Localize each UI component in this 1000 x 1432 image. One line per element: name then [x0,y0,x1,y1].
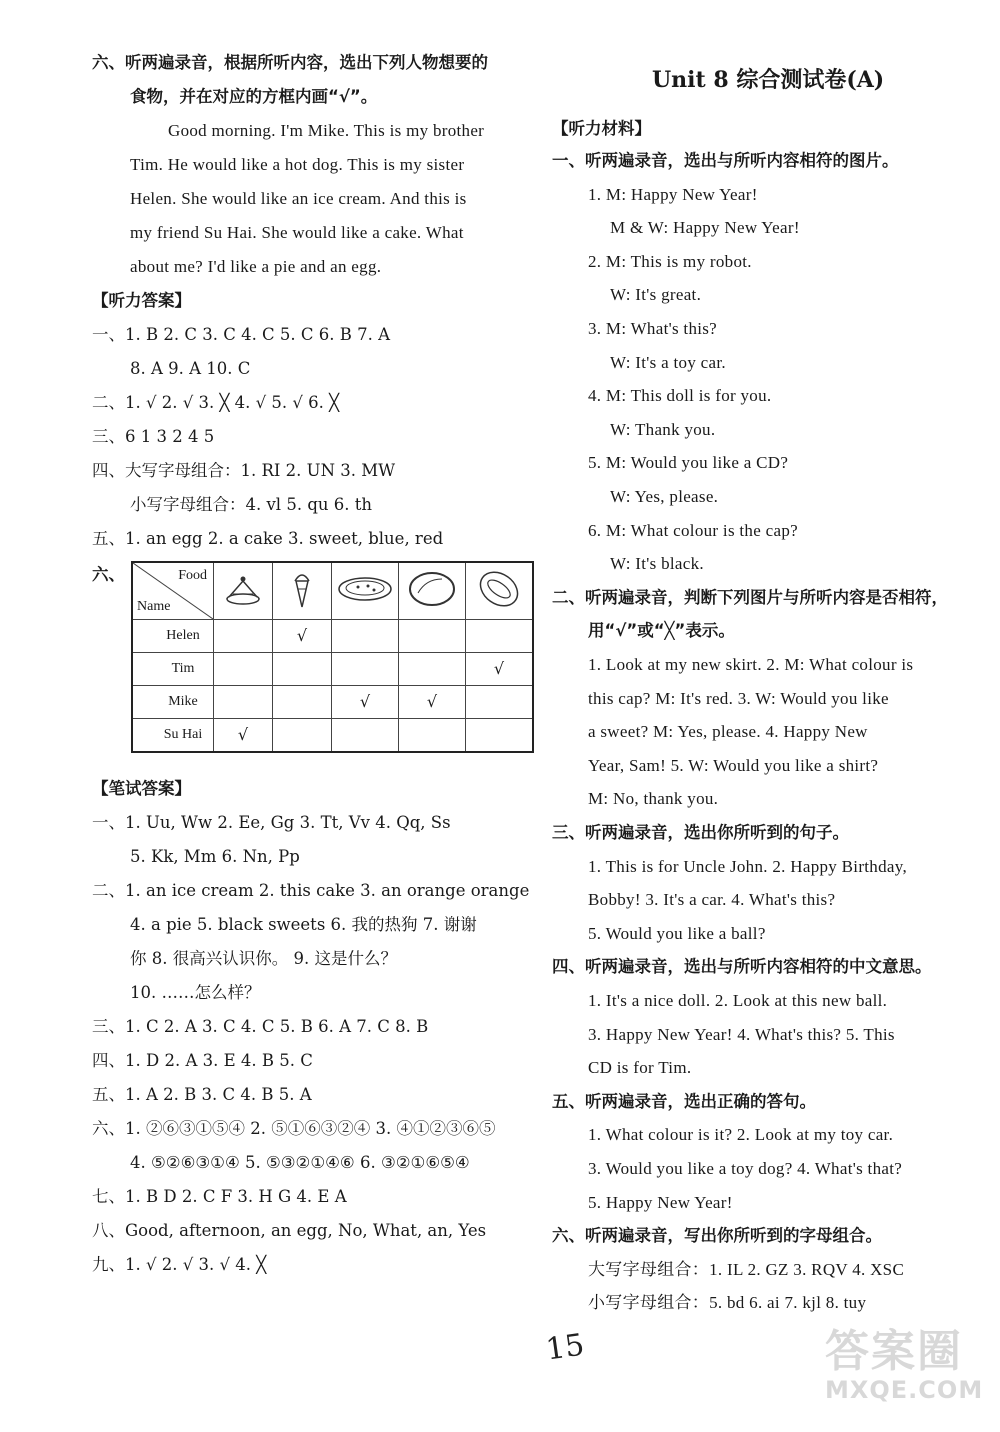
answer-line: 八、Good, afternoon, an egg, No, What, an, Yes [92,1221,487,1240]
ice-cream-icon [273,562,332,620]
table-row [132,653,533,686]
material-line: W: It's great. [610,285,702,305]
section-heading: 二、听两遍录音，判断下列图片与所听内容是否相符， [552,587,948,607]
material-line: 3. Would you like a toy dog? 4. What's that? [588,1159,903,1178]
table-label: 六、 [92,565,125,584]
section-heading: 六、听两遍录音，写出你所听到的字母组合。 [552,1226,882,1246]
check-mark: √ [296,626,308,645]
hot-dog-icon [466,562,534,620]
egg-icon [399,562,466,620]
check-mark: √ [359,692,371,711]
material-line: 2. M: This is my robot. [588,251,752,271]
section-heading: 一、听两遍录音，选出与所听内容相符的图片。 [552,151,899,170]
section-heading: 五、听两遍录音，选出正确的答句。 [552,1091,816,1111]
check-mark: √ [493,659,505,678]
pie-icon [332,562,399,620]
material-line: Bobby! 3. It's a car. 4. What's this? [588,890,836,910]
written-answers-title: 【笔试答案】 [92,779,191,798]
material-line: W: It's black. [610,554,704,574]
answer-line: 三、6 1 3 2 4 5 [92,427,215,446]
material-line: 3. M: What's this? [588,319,718,338]
answer-line: 8. A 9. A 10. C [130,359,251,378]
table-row [132,620,533,653]
material-line: 6. M: What colour is the cap? [588,520,798,540]
script-line: Tim. He would like a hot dog. This is my sister [130,155,465,174]
section-six-heading-line2: 食物，并在对应的方框内画“√”。 [130,87,378,106]
material-line: W: Yes, please. [610,487,719,506]
material-line: W: It's a toy car. [610,352,726,372]
answer-line: 五、1. A 2. B 3. C 4. B 5. A [92,1085,312,1104]
material-line: M: No, thank you. [588,789,719,809]
material-line: 4. M: This doll is for you. [588,386,772,406]
material-line: 1. Look at my new skirt. 2. M: What colour is [588,655,914,674]
material-line: W: Thank you. [610,419,716,439]
answer-line: 二、1. an ice cream 2. this cake 3. an orange orange [92,881,530,900]
material-line: 3. Happy New Year! 4. What's this? 5. This [588,1024,895,1044]
answer-line: 4. ⑤②⑥③①④ 5. ⑤③②①④⑥ 6. ③②①⑥⑤④ [130,1153,470,1172]
row-name: Helen [166,628,200,643]
material-line: CD is for Tim. [588,1058,692,1078]
material-line: a sweet? M: Yes, please. 4. Happy New [588,722,868,742]
material-line: 5. Would you like a ball? [588,923,766,943]
table-row [132,686,533,719]
check-mark: √ [426,692,438,711]
script-line: Good morning. I'm Mike. This is my brother [168,121,485,140]
answer-line: 七、1. B D 2. C F 3. H G 4. E A [92,1187,347,1206]
table-row [132,719,533,753]
answer-line: 4. a pie 5. black sweets 6. 我的热狗 7. 谢谢 [130,915,477,934]
answer-line: 小写字母组合：4. vl 5. qu 6. th [130,495,372,514]
script-line: Helen. She would like an ice cream. And this is [130,189,467,208]
material-line: M & W: Happy New Year! [610,218,800,238]
answer-line: 10. ……怎么样？ [130,983,261,1002]
food-header: Food [178,568,207,583]
listen-answers-title: 【听力答案】 [92,291,191,310]
row-name: Tim [171,661,195,676]
material-line: 1. It's a nice doll. 2. Look at this new ball. [588,991,888,1010]
watermark-text: 答案圈 [825,1326,963,1377]
name-header: Name [137,599,171,614]
material-line: 小写字母组合：5. bd 6. ai 7. kjl 8. tuy [588,1293,867,1313]
answer-line: 你 8. 很高兴认识你。 9. 这是什么？ [130,949,397,968]
material-line: Year, Sam! 5. W: Would you like a shirt? [588,755,879,775]
material-line: 5. Happy New Year! [588,1192,733,1212]
page-number: 15 [543,1327,587,1368]
section-heading: 三、听两遍录音，选出你所听到的句子。 [552,823,849,842]
script-line: my friend Su Hai. She would like a cake. What [130,223,464,242]
answer-line: 三、1. C 2. A 3. C 4. C 5. B 6. A 7. C 8. B [92,1017,429,1036]
food-table [131,561,534,753]
cake-icon [214,562,273,620]
material-line: 大写字母组合：1. IL 2. GZ 3. RQV 4. XSC [588,1259,905,1279]
watermark-logo [825,1328,983,1404]
material-line: this cap? M: It's red. 3. W: Would you like [588,688,889,708]
material-line: 5. M: Would you like a CD? [588,453,789,473]
material-line: 1. This is for Uncle John. 2. Happy Birthday, [588,856,907,876]
answer-line: 一、1. Uu, Ww 2. Ee, Gg 3. Tt, Vv 4. Qq, Ss [92,813,451,832]
answer-line: 九、1. √ 2. √ 3. √ 4. ╳ [92,1255,267,1274]
row-name: Su Hai [163,727,203,742]
material-line: 用“√”或“╳”表示。 [588,621,735,641]
check-mark: √ [237,725,249,744]
answer-line: 5. Kk, Mm 6. Nn, Pp [130,847,300,866]
answer-line: 二、1. √ 2. √ 3. ╳ 4. √ 5. √ 6. ╳ [92,393,340,412]
section-heading: 四、听两遍录音，选出与所听内容相符的中文意思。 [552,957,932,977]
answer-line: 四、大写字母组合：1. RI 2. UN 3. MW [92,461,396,480]
section-six-heading-line1: 六、听两遍录音，根据所听内容，选出下列人物想要的 [92,53,488,72]
row-name: Mike [168,694,198,709]
script-line: about me? I'd like a pie and an egg. [130,257,382,276]
answer-line: 一、1. B 2. C 3. C 4. C 5. C 6. B 7. A [92,325,391,344]
diagonal-header-cell [132,562,214,620]
materials-title: 【听力材料】 [552,119,651,138]
answer-line: 五、1. an egg 2. a cake 3. sweet, blue, red [92,529,444,548]
material-line: 1. What colour is it? 2. Look at my toy car. [588,1125,894,1145]
answer-line: 四、1. D 2. A 3. E 4. B 5. C [92,1051,313,1070]
watermark-url: MXQE.COM [825,1376,984,1404]
page-title: Unit 8 综合测试卷(A) [652,67,885,93]
material-line: 1. M: Happy New Year! [588,184,758,204]
answer-line: 六、1. ②⑥③①⑤④ 2. ⑤①⑥③②④ 3. ④①②③⑥⑤ [92,1119,496,1138]
